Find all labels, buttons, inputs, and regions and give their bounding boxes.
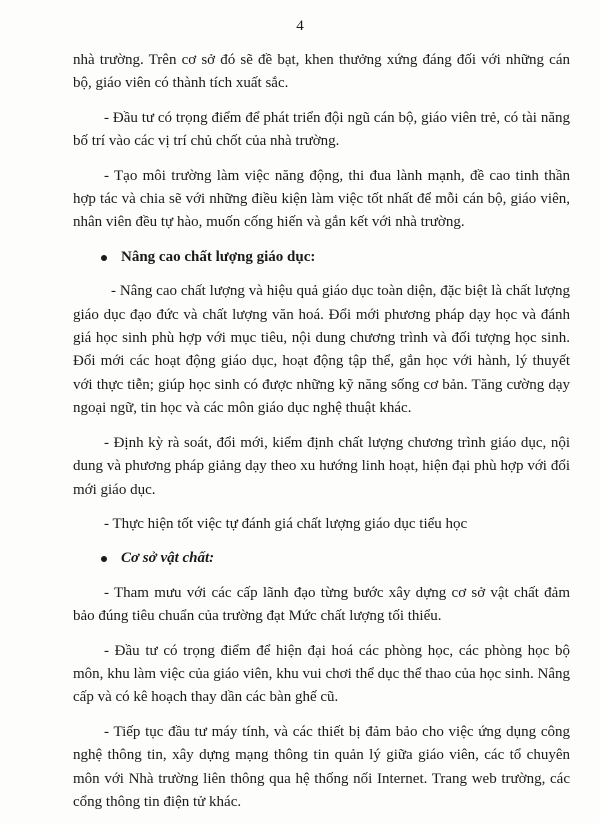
paragraph-classroom-modernization: - Đầu tư có trọng điểm để hiện đại hoá các phòng học, các phòng học bộ môn, khu làm việc của giáo viên, khu vui chơi thể dục thể thao của học sinh. Nâng cấp và có kê hoạch thay dần các bàn ghế cũ. [73, 642, 570, 706]
section-heading-facilities [73, 547, 570, 570]
section-heading-education-quality [73, 246, 570, 269]
paragraph-it-investment: - Tiếp tục đầu tư máy tính, và các thiết bị đảm bảo cho việc ứng dụng công nghệ thông tin, xây dựng mạng thông tin quản lý giữa giáo viên, các tổ chuyên môn với Nhà trường liên thông qua hệ thống nối Internet. Trang web trường, các cổng thông tin điện tử khác. [73, 723, 570, 810]
paragraph-self-assessment: - Thực hiện tốt việc tự đánh giá chất lượng giáo dục tiểu học [104, 515, 468, 532]
page-number: 4 [296, 18, 304, 34]
bullet-icon [101, 556, 107, 562]
paragraph-education-quality: - Nâng cao chất lượng và hiệu quả giáo dục toàn diện, đặc biệt là chất lượng giáo dục đạo đức và chất lượng văn hoá. Đổi mới phương pháp dạy học và đánh giá học sinh phù hợp với mục tiêu, nội dung chương trình và đối tượng học sinh. Đổi mới các hoạt động giáo dục, hoạt động tập thể, gắn học với hành, lý thuyết với thực tiễn; giúp học sinh có được những kỹ năng sống cơ bản. Tăng cường dạy ngoại ngữ, tin học và các môn giáo dục nghệ thuật khác. [73, 283, 570, 417]
section-heading-text: Cơ sở vật chất: [121, 550, 215, 567]
document-body [73, 49, 570, 825]
paragraph-continuation: nhà trường. Trên cơ sở đó sẽ đề bạt, khen thưởng xứng đáng đối với những cán bộ, giáo viên có thành tích xuất sắc. [73, 52, 570, 92]
paragraph-young-staff: - Đầu tư có trọng điểm để phát triển đội ngũ cán bộ, giáo viên trẻ, có tài năng bố trí vào các vị trí chủ chốt của nhà trường. [73, 109, 570, 150]
paragraph-work-environment: - Tạo môi trường làm việc năng động, thi đua lành mạnh, đề cao tinh thần hợp tác và chia sẽ với những điều kiện làm việc tốt nhất để mỗi cán bộ, giáo viên, nhân viên đều tự hào, muốn cống hiến và gắn kết với nhà trường. [73, 167, 570, 231]
section-heading-text: Nâng cao chất lượng giáo dục: [121, 248, 316, 265]
paragraph-facilities-advice: - Tham mưu với các cấp lãnh đạo từng bước xây dựng cơ sở vật chất đảm bảo đúng tiêu chuẩn của trường đạt Mức chất lượng tối thiểu. [73, 584, 570, 625]
bullet-icon [101, 255, 107, 261]
paragraph-curriculum-review: - Định kỳ rà soát, đổi mới, kiểm định chất lượng chương trình giáo dục, nội dung và phương pháp giảng dạy theo xu hướng linh hoạt, hiện đại phù hợp với đổi mới giáo dục. [73, 434, 570, 498]
